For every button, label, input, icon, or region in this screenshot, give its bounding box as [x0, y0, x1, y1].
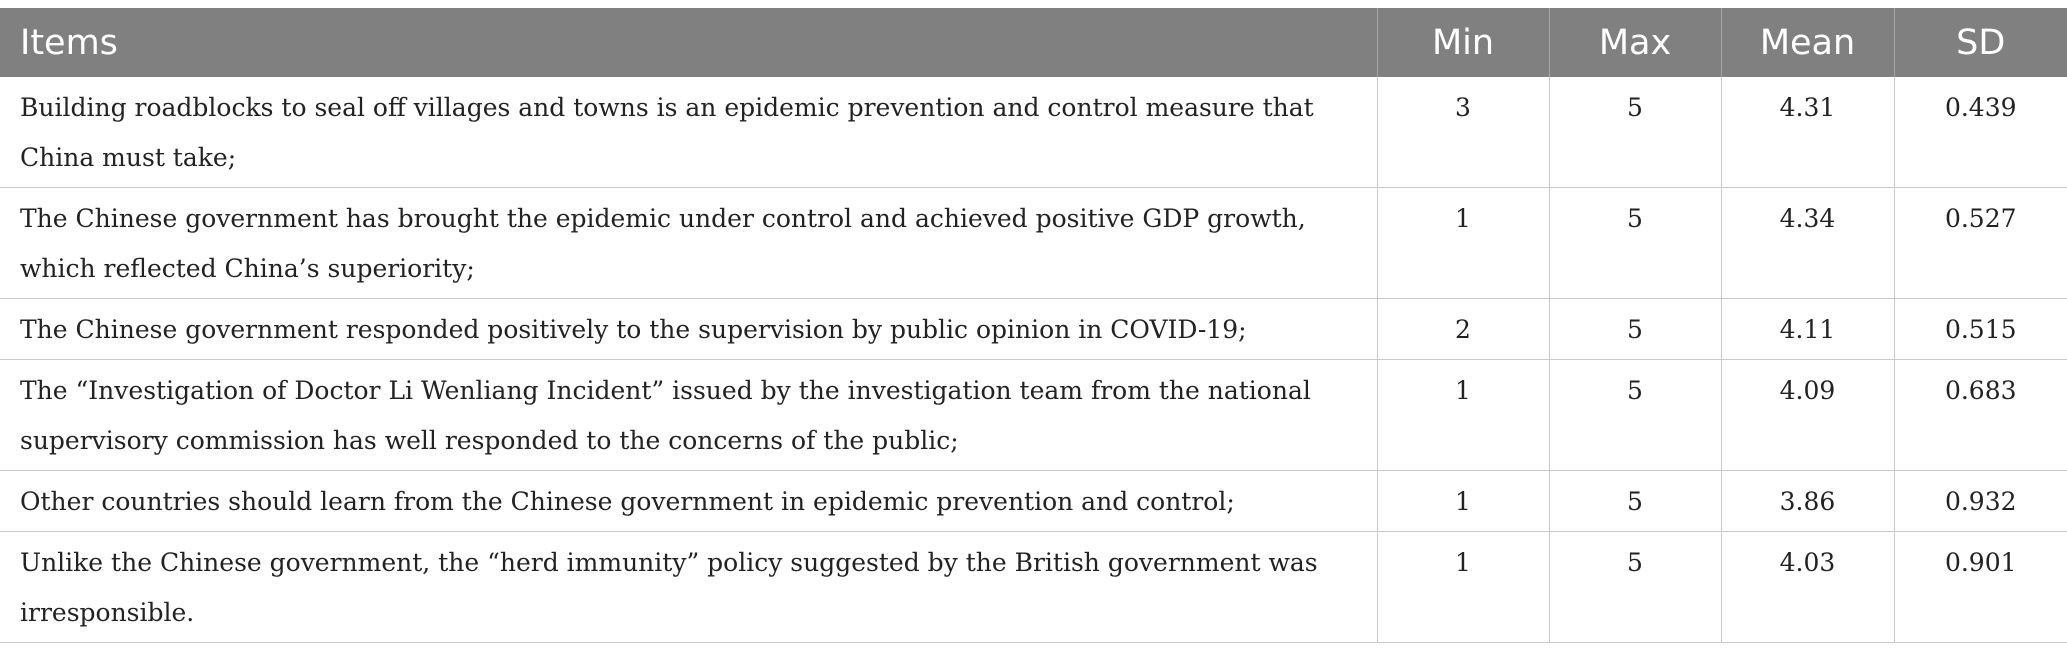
sd-cell: 0.439: [1894, 77, 2067, 188]
item-cell: Unlike the Chinese government, the “herd immunity” policy suggested by the British government was irresponsible.: [0, 532, 1377, 643]
max-cell: 5: [1549, 188, 1721, 299]
mean-cell: 4.34: [1721, 188, 1894, 299]
table-body: [0, 77, 2067, 643]
table-row: [0, 532, 2067, 643]
statistics-table: [0, 8, 2067, 643]
table-row: [0, 471, 2067, 532]
mean-cell: 4.09: [1721, 360, 1894, 471]
table-row: [0, 360, 2067, 471]
item-cell: The Chinese government has brought the epidemic under control and achieved positive GDP growth, which reflected China’s superiority;: [0, 188, 1377, 299]
item-cell: Building roadblocks to seal off villages and towns is an epidemic prevention and control measure that China must take;: [0, 77, 1377, 188]
statistics-table-container: [0, 8, 2067, 643]
item-cell: Other countries should learn from the Chinese government in epidemic prevention and control;: [0, 471, 1377, 532]
header-max: Max: [1549, 8, 1721, 77]
mean-cell: 4.11: [1721, 299, 1894, 360]
min-cell: 1: [1377, 360, 1549, 471]
item-cell: The “Investigation of Doctor Li Wenliang Incident” issued by the investigation team from the national supervisory commission has well responded to the concerns of the public;: [0, 360, 1377, 471]
min-cell: 1: [1377, 188, 1549, 299]
max-cell: 5: [1549, 77, 1721, 188]
min-cell: 2: [1377, 299, 1549, 360]
max-cell: 5: [1549, 471, 1721, 532]
table-row: [0, 77, 2067, 188]
header-items: Items: [0, 8, 1377, 77]
max-cell: 5: [1549, 299, 1721, 360]
min-cell: 3: [1377, 77, 1549, 188]
mean-cell: 4.03: [1721, 532, 1894, 643]
table-header: [0, 8, 2067, 77]
header-row: [0, 8, 2067, 77]
sd-cell: 0.527: [1894, 188, 2067, 299]
mean-cell: 3.86: [1721, 471, 1894, 532]
max-cell: 5: [1549, 360, 1721, 471]
min-cell: 1: [1377, 471, 1549, 532]
header-sd: SD: [1894, 8, 2067, 77]
sd-cell: 0.515: [1894, 299, 2067, 360]
max-cell: 5: [1549, 532, 1721, 643]
min-cell: 1: [1377, 532, 1549, 643]
item-cell: The Chinese government responded positively to the supervision by public opinion in COVID-19;: [0, 299, 1377, 360]
sd-cell: 0.901: [1894, 532, 2067, 643]
header-mean: Mean: [1721, 8, 1894, 77]
sd-cell: 0.683: [1894, 360, 2067, 471]
table-row: [0, 299, 2067, 360]
mean-cell: 4.31: [1721, 77, 1894, 188]
header-min: Min: [1377, 8, 1549, 77]
sd-cell: 0.932: [1894, 471, 2067, 532]
table-row: [0, 188, 2067, 299]
